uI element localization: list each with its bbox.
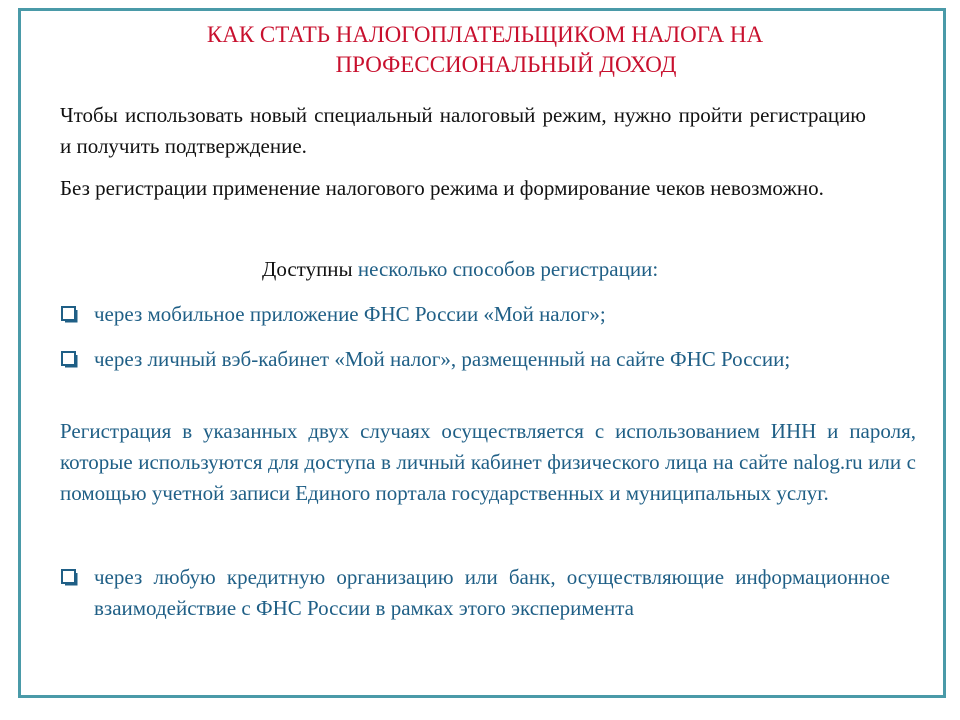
- checkbox-square-icon: [60, 305, 80, 325]
- checkbox-square-icon: [60, 568, 80, 588]
- bullet-item-web-cabinet: через личный вэб-кабинет «Мой налог», размещенный на сайте ФНС России;: [94, 347, 791, 371]
- bullet-item-mobile-app: через мобильное приложение ФНС России «Мой налог»;: [94, 302, 606, 326]
- ways-heading-prefix: Доступны: [262, 257, 358, 281]
- title-line-2: ПРОФЕССИОНАЛЬНЫЙ ДОХОД: [335, 52, 677, 77]
- ways-heading: [262, 254, 822, 285]
- slide-title: [0, 20, 960, 80]
- intro-paragraph-2: Без регистрации применение налогового режима и формирование чеков невозможно.: [60, 176, 824, 200]
- ways-heading-accent: несколько способов регистрации:: [357, 257, 659, 281]
- intro-paragraph-1: Чтобы использовать новый специальный налоговый режим, нужно пройти регистрацию и получить подтверждение.: [60, 103, 866, 158]
- registration-note: Регистрация в указанных двух случаях осуществляется с использованием ИНН и пароля, которые используются для доступа в личный кабинет физического лица на сайте nalog.ru или с помощью учетной записи Единого портала государственных и муниципальных услуг.: [60, 419, 916, 505]
- checkbox-square-icon: [60, 350, 80, 370]
- bullet-item-bank: через любую кредитную организацию или банк, осуществляющие информационное взаимодействие с ФНС России в рамках этого эксперимента: [94, 565, 890, 620]
- title-line-1: КАК СТАТЬ НАЛОГОПЛАТЕЛЬЩИКОМ НАЛОГА НА: [206, 22, 764, 47]
